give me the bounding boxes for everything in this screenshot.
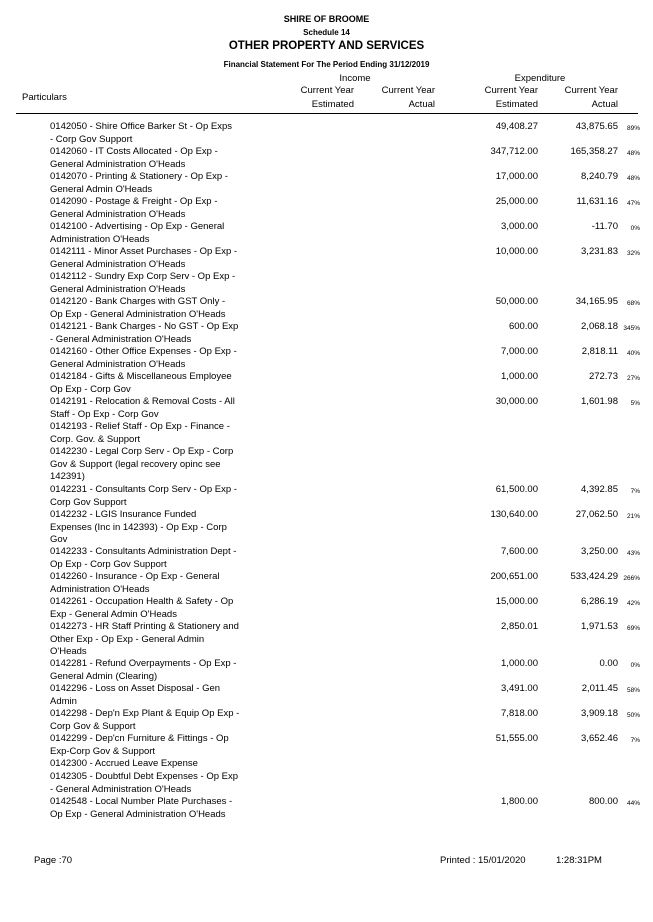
expenditure-actual-cell: 272.73 [588,371,618,382]
expenditure-actual-cell: 533,424.29 [570,571,618,582]
expenditure-actual-cell: 1,971.53 [581,621,618,632]
expenditure-estimated-cell: 61,500.00 [495,484,538,495]
header-divider [16,113,638,114]
particulars-cell: 0142090 - Postage & Freight - Op Exp - General Administration O'Heads [50,196,218,220]
percent-cell: 68% [626,300,640,307]
particulars-cell: 0142281 - Refund Overpayments - Op Exp - General Admin (Clearing) [50,658,237,682]
percent-cell: 48% [626,150,640,157]
particulars-cell: 0142230 - Legal Corp Serv - Op Exp - Corp Gov & Support (legal recovery opinc see 142391) [50,446,234,482]
percent-cell: 43% [626,550,640,557]
percent-cell: 21% [626,513,640,520]
particulars-cell: 0142260 - Insurance - Op Exp - General Administration O'Heads [50,571,220,595]
expenditure-estimated-cell: 30,000.00 [495,396,538,407]
expenditure-actual-cell: 165,358.27 [570,146,618,157]
percent-cell: 27% [626,375,640,382]
percent-cell: 44% [626,800,640,807]
percent-cell: 7% [630,737,640,744]
percent-cell: 89% [626,125,640,132]
particulars-cell: 0142299 - Dep'cn Furniture & Fittings - Op Exp-Corp Gov & Support [50,733,229,757]
income-actual-header [355,84,435,112]
particulars-cell: 0142060 - IT Costs Allocated - Op Exp - General Administration O'Heads [50,146,218,170]
expenditure-estimated-cell: 3,491.00 [501,683,538,694]
percent-cell: 345% [623,325,640,332]
expenditure-actual-header-line1: Current Year [564,85,618,96]
particulars-cell: 0142121 - Bank Charges - No GST - Op Exp - General Administration O'Heads [50,321,239,345]
page-number: Page :70 [34,855,73,866]
expenditure-estimated-cell: 1,000.00 [501,371,538,382]
printed-date: Printed : 15/01/2020 [440,855,526,866]
expenditure-estimated-header-line2: Estimated [495,99,538,110]
percent-cell: 0% [630,662,640,669]
percent-cell: 32% [626,250,640,257]
expenditure-actual-cell: 2,011.45 [581,683,618,694]
expenditure-estimated-cell: 51,555.00 [495,733,538,744]
expenditure-actual-cell: 2,068.18 [581,321,618,332]
particulars-cell: 0142548 - Local Number Plate Purchases - Op Exp - General Administration O'Heads [50,796,233,820]
particulars-cell: 0142120 - Bank Charges with GST Only - Op Exp - General Administration O'Heads [50,296,226,320]
income-actual-header-line2: Actual [408,99,435,110]
expenditure-group-header: Expenditure [514,73,566,84]
expenditure-actual-cell: 1,601.98 [581,396,618,407]
expenditure-estimated-header-line1: Current Year [484,85,538,96]
expenditure-estimated-cell: 1,800.00 [501,796,538,807]
particulars-cell: 0142160 - Other Office Expenses - Op Exp - General Administration O'Heads [50,346,237,370]
expenditure-actual-cell: 3,231.83 [581,246,618,257]
income-group-header: Income [339,73,371,84]
particulars-cell: 0142231 - Consultants Corp Serv - Op Exp - Corp Gov Support [50,484,237,508]
particulars-cell: 0142232 - LGIS Insurance Funded Expenses (Inc in 142393) - Op Exp - Corp Gov [50,509,227,545]
expenditure-actual-cell: 800.00 [588,796,618,807]
particulars-cell: 0142273 - HR Staff Printing & Stationery and Other Exp - Op Exp - General Admin O'Heads [50,621,239,657]
expenditure-estimated-cell: 1,000.00 [501,658,538,669]
expenditure-actual-header-line2: Actual [591,99,618,110]
expenditure-estimated-cell: 600.00 [508,321,538,332]
expenditure-estimated-cell: 49,408.27 [495,121,538,132]
expenditure-actual-cell: 43,875.65 [575,121,618,132]
income-estimated-header [270,84,354,112]
percent-cell: 5% [630,400,640,407]
expenditure-estimated-cell: 2,850.01 [501,621,538,632]
percent-cell: 266% [623,575,640,582]
expenditure-actual-cell: 27,062.50 [575,509,618,520]
particulars-cell: 0142100 - Advertising - Op Exp - General Administration O'Heads [50,221,225,245]
particulars-cell: 0142112 - Sundry Exp Corp Serv - Op Exp - General Administration O'Heads [50,271,236,295]
particulars-cell: 0142261 - Occupation Health & Safety - Op Exp - General Admin O'Heads [50,596,234,620]
particulars-cell: 0142298 - Dep'n Exp Plant & Equip Op Exp - Corp Gov & Support [50,708,240,732]
schedule-number: Schedule 14 [303,28,350,37]
percent-cell: 7% [630,488,640,495]
expenditure-actual-cell: 3,909.18 [581,708,618,719]
percent-cell: 0% [630,225,640,232]
particulars-cell: 0142193 - Relief Staff - Op Exp - Finance - Corp. Gov. & Support [50,421,230,445]
expenditure-actual-header [538,84,618,112]
percent-cell: 47% [626,200,640,207]
income-estimated-header-line1: Current Year [300,85,354,96]
expenditure-estimated-cell: 10,000.00 [495,246,538,257]
percent-cell: 69% [626,625,640,632]
particulars-cell: 0142300 - Accrued Leave Expense [50,758,198,769]
printed-time: 1:28:31PM [556,855,602,866]
percent-cell: 40% [626,350,640,357]
expenditure-estimated-cell: 25,000.00 [495,196,538,207]
expenditure-estimated-cell: 200,651.00 [490,571,538,582]
expenditure-actual-cell: 11,631.16 [576,196,618,207]
expenditure-actual-cell: 0.00 [599,658,618,669]
org-name: SHIRE OF BROOME [283,14,370,24]
expenditure-actual-cell: -11.70 [591,221,618,232]
expenditure-actual-cell: 3,250.00 [581,546,618,557]
expenditure-estimated-cell: 130,640.00 [490,509,538,520]
particulars-cell: 0142070 - Printing & Stationery - Op Exp - General Admin O'Heads [50,171,228,195]
expenditure-estimated-cell: 50,000.00 [495,296,538,307]
percent-cell: 42% [626,600,640,607]
percent-cell: 48% [626,175,640,182]
expenditure-estimated-cell: 3,000.00 [501,221,538,232]
income-actual-header-line1: Current Year [381,85,435,96]
expenditure-estimated-cell: 17,000.00 [495,171,538,182]
particulars-cell: 0142184 - Gifts & Miscellaneous Employee Op Exp - Corp Gov [50,371,232,395]
particulars-cell: 0142305 - Doubtful Debt Expenses - Op Exp - General Administration O'Heads [50,771,239,795]
page-title: OTHER PROPERTY AND SERVICES [228,40,425,52]
percent-cell: 58% [626,687,640,694]
expenditure-estimated-cell: 7,818.00 [501,708,538,719]
percent-cell: 50% [626,712,640,719]
particulars-cell: 0142050 - Shire Office Barker St - Op Exps - Corp Gov Support [50,121,232,145]
expenditure-estimated-header [455,84,538,112]
expenditure-actual-cell: 6,286.19 [581,596,618,607]
expenditure-estimated-cell: 15,000.00 [495,596,538,607]
income-estimated-header-line2: Estimated [311,99,354,110]
expenditure-actual-cell: 2,818.11 [581,346,618,357]
particulars-cell: 0142111 - Minor Asset Purchases - Op Exp - General Administration O'Heads [50,246,238,270]
particulars-cell: 0142191 - Relocation & Removal Costs - All Staff - Op Exp - Corp Gov [50,396,235,420]
expenditure-actual-cell: 3,652.46 [581,733,618,744]
expenditure-estimated-cell: 347,712.00 [490,146,538,157]
expenditure-actual-cell: 4,392.85 [581,484,618,495]
expenditure-estimated-cell: 7,000.00 [501,346,538,357]
expenditure-estimated-cell: 7,600.00 [501,546,538,557]
particulars-cell: 0142233 - Consultants Administration Dept - Op Exp - Corp Gov Support [50,546,237,570]
expenditure-actual-cell: 34,165.95 [575,296,618,307]
particulars-header: Particulars [22,92,67,103]
particulars-cell: 0142296 - Loss on Asset Disposal - Gen Admin [50,683,221,707]
page-subtitle: Financial Statement For The Period Ending 31/12/2019 [223,60,430,69]
expenditure-actual-cell: 8,240.79 [581,171,618,182]
